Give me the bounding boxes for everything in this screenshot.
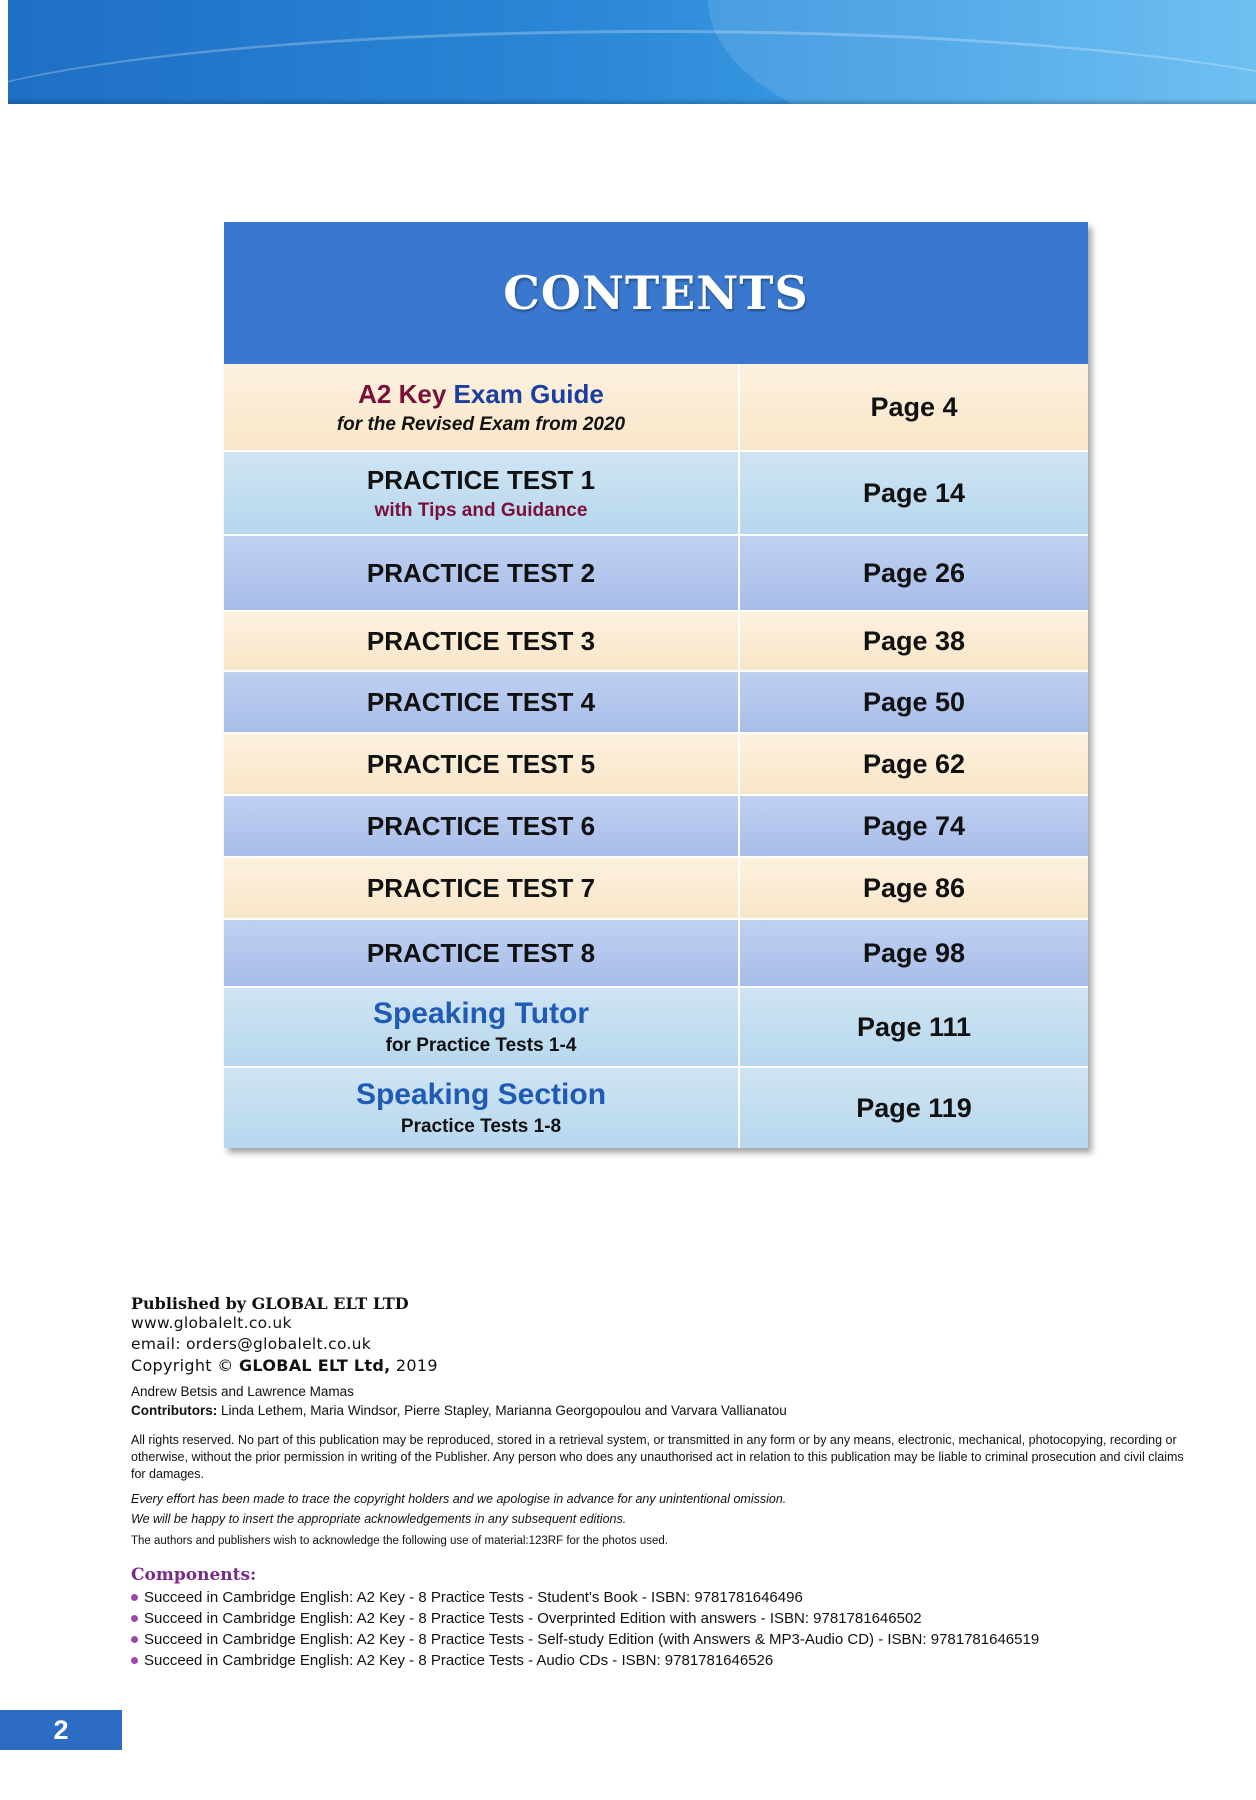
row-page: Page 98: [862, 937, 966, 968]
effort-line-1: Every effort has been made to trace the copyright holders and we apologise in advance for any unintentional omission.: [131, 1492, 787, 1506]
row-page: Page 111: [856, 1011, 972, 1042]
page-number: 2: [53, 1714, 69, 1745]
row-title: PRACTICE TEST 2: [366, 557, 596, 588]
row-page: Page 26: [862, 557, 966, 588]
row-title-exam-guide: Exam Guide: [453, 378, 604, 409]
row-title: PRACTICE TEST 6: [366, 810, 596, 841]
copyright-prefix: Copyright ©: [131, 1356, 234, 1375]
rights-notice: All rights reserved. No part of this publication may be reproduced, stored in a retrieval system, or transmitted in any form or by any means, electronic, mechanical, photocopying, recording or otherwise, without the prior permission in writing of the Publisher. Any person who does any unauthorised act in relation to this publication may be liable to criminal prosecution and civil claims for damages.: [131, 1433, 1184, 1481]
contents-row-label: [224, 452, 740, 534]
components-title: Components:: [131, 1565, 257, 1585]
contents-row-label: [224, 796, 740, 856]
list-item: [131, 1608, 1191, 1629]
row-title: PRACTICE TEST 7: [366, 872, 596, 903]
contents-header: [224, 222, 1088, 364]
acknowledgement: The authors and publishers wish to acknowledge the following use of material:123RF for the photos used.: [131, 1535, 668, 1547]
contributors-label: Contributors:: [131, 1403, 218, 1418]
bullet-icon: [131, 1636, 138, 1643]
row-page: Page 62: [862, 748, 966, 779]
contents-row-label: [224, 858, 740, 918]
banner-decoration: [708, 0, 1256, 104]
contents-row-practice-test-5[interactable]: [224, 732, 1088, 794]
copyright-holder: GLOBAL ELT Ltd,: [238, 1356, 391, 1375]
row-page: Page 74: [862, 810, 966, 841]
copyright-line: [131, 1355, 1191, 1376]
row-page: Page 119: [856, 1092, 972, 1123]
component-text: Succeed in Cambridge English: A2 Key - 8 Practice Tests - Student's Book - ISBN: 9781781646496: [144, 1589, 803, 1606]
contents-row-practice-test-8[interactable]: [224, 918, 1088, 986]
contents-row-label: [224, 612, 740, 670]
page-number-tab: [0, 1710, 122, 1750]
row-page: Page 50: [862, 686, 966, 717]
list-item: [131, 1629, 1191, 1650]
row-subtitle: with Tips and Guidance: [374, 499, 588, 521]
row-subtitle: for Practice Tests 1-4: [385, 1035, 577, 1056]
publisher-website: www.globalelt.co.uk: [131, 1314, 292, 1332]
contents-row-label: [224, 734, 740, 794]
contents-row-label: [224, 536, 740, 610]
row-page: Page 38: [862, 625, 966, 656]
row-title: Speaking Section: [355, 1078, 607, 1111]
component-text: Succeed in Cambridge English: A2 Key - 8 Practice Tests - Audio CDs - ISBN: 9781781646526: [144, 1652, 774, 1669]
top-banner: [8, 0, 1256, 104]
bullet-icon: [131, 1594, 138, 1601]
contents-row-speaking-tutor[interactable]: [224, 986, 1088, 1066]
row-page: Page 86: [862, 872, 966, 903]
bullet-icon: [131, 1657, 138, 1664]
row-title: PRACTICE TEST 4: [366, 686, 596, 717]
publisher-info: [131, 1294, 1191, 1671]
row-title: [358, 379, 604, 410]
row-title: PRACTICE TEST 5: [366, 748, 596, 779]
contents-row-label: [224, 672, 740, 732]
list-item: [131, 1587, 1191, 1608]
copyright-year: 2019: [395, 1356, 438, 1375]
contents-row-practice-test-2[interactable]: [224, 534, 1088, 610]
contents-title: CONTENTS: [503, 266, 809, 320]
authors: Andrew Betsis and Lawrence Mamas: [131, 1384, 354, 1399]
contributors-names: Linda Lethem, Maria Windsor, Pierre Stapley, Marianna Georgopoulou and Varvara Vallianatou: [221, 1403, 787, 1418]
row-page: Page 14: [862, 477, 966, 508]
component-text: Succeed in Cambridge English: A2 Key - 8 Practice Tests - Self-study Edition (with Answers & MP3-Audio CD) - ISBN: 9781781646519: [144, 1631, 1040, 1648]
contents-row-label: [224, 988, 740, 1066]
contents-row-label: [224, 920, 740, 986]
contents-table: [224, 222, 1088, 1148]
components-list: [131, 1587, 1191, 1671]
row-title-a2key: A2 Key: [358, 378, 447, 409]
row-title: PRACTICE TEST 3: [366, 625, 596, 656]
contents-row-practice-test-7[interactable]: [224, 856, 1088, 918]
effort-notice: [131, 1489, 1191, 1529]
row-subtitle: for the Revised Exam from 2020: [336, 413, 626, 435]
contents-row-exam-guide[interactable]: [224, 364, 1088, 450]
contents-row-speaking-section[interactable]: [224, 1066, 1088, 1148]
contents-row-practice-test-4[interactable]: [224, 670, 1088, 732]
row-page: Page 4: [870, 391, 958, 422]
contents-row-label: [224, 1068, 740, 1148]
contributors: [131, 1401, 1191, 1420]
banner-shadow: [8, 98, 1256, 104]
effort-line-2: We will be happy to insert the appropriate acknowledgements in any subsequent editions.: [131, 1512, 627, 1526]
contents-row-practice-test-6[interactable]: [224, 794, 1088, 856]
bullet-icon: [131, 1615, 138, 1622]
row-subtitle: Practice Tests 1-8: [400, 1116, 562, 1137]
component-text: Succeed in Cambridge English: A2 Key - 8 Practice Tests - Overprinted Edition with answers - ISBN: 9781781646502: [144, 1610, 922, 1627]
contents-row-practice-test-3[interactable]: [224, 610, 1088, 670]
published-by: Published by GLOBAL ELT LTD: [131, 1294, 409, 1313]
contents-row-label: [224, 364, 740, 450]
row-title: Speaking Tutor: [372, 997, 590, 1030]
contents-row-practice-test-1[interactable]: [224, 450, 1088, 534]
row-title: PRACTICE TEST 8: [366, 937, 596, 968]
publisher-email: email: orders@globalelt.co.uk: [131, 1335, 372, 1353]
row-title: PRACTICE TEST 1: [366, 464, 596, 495]
list-item: [131, 1650, 1191, 1671]
